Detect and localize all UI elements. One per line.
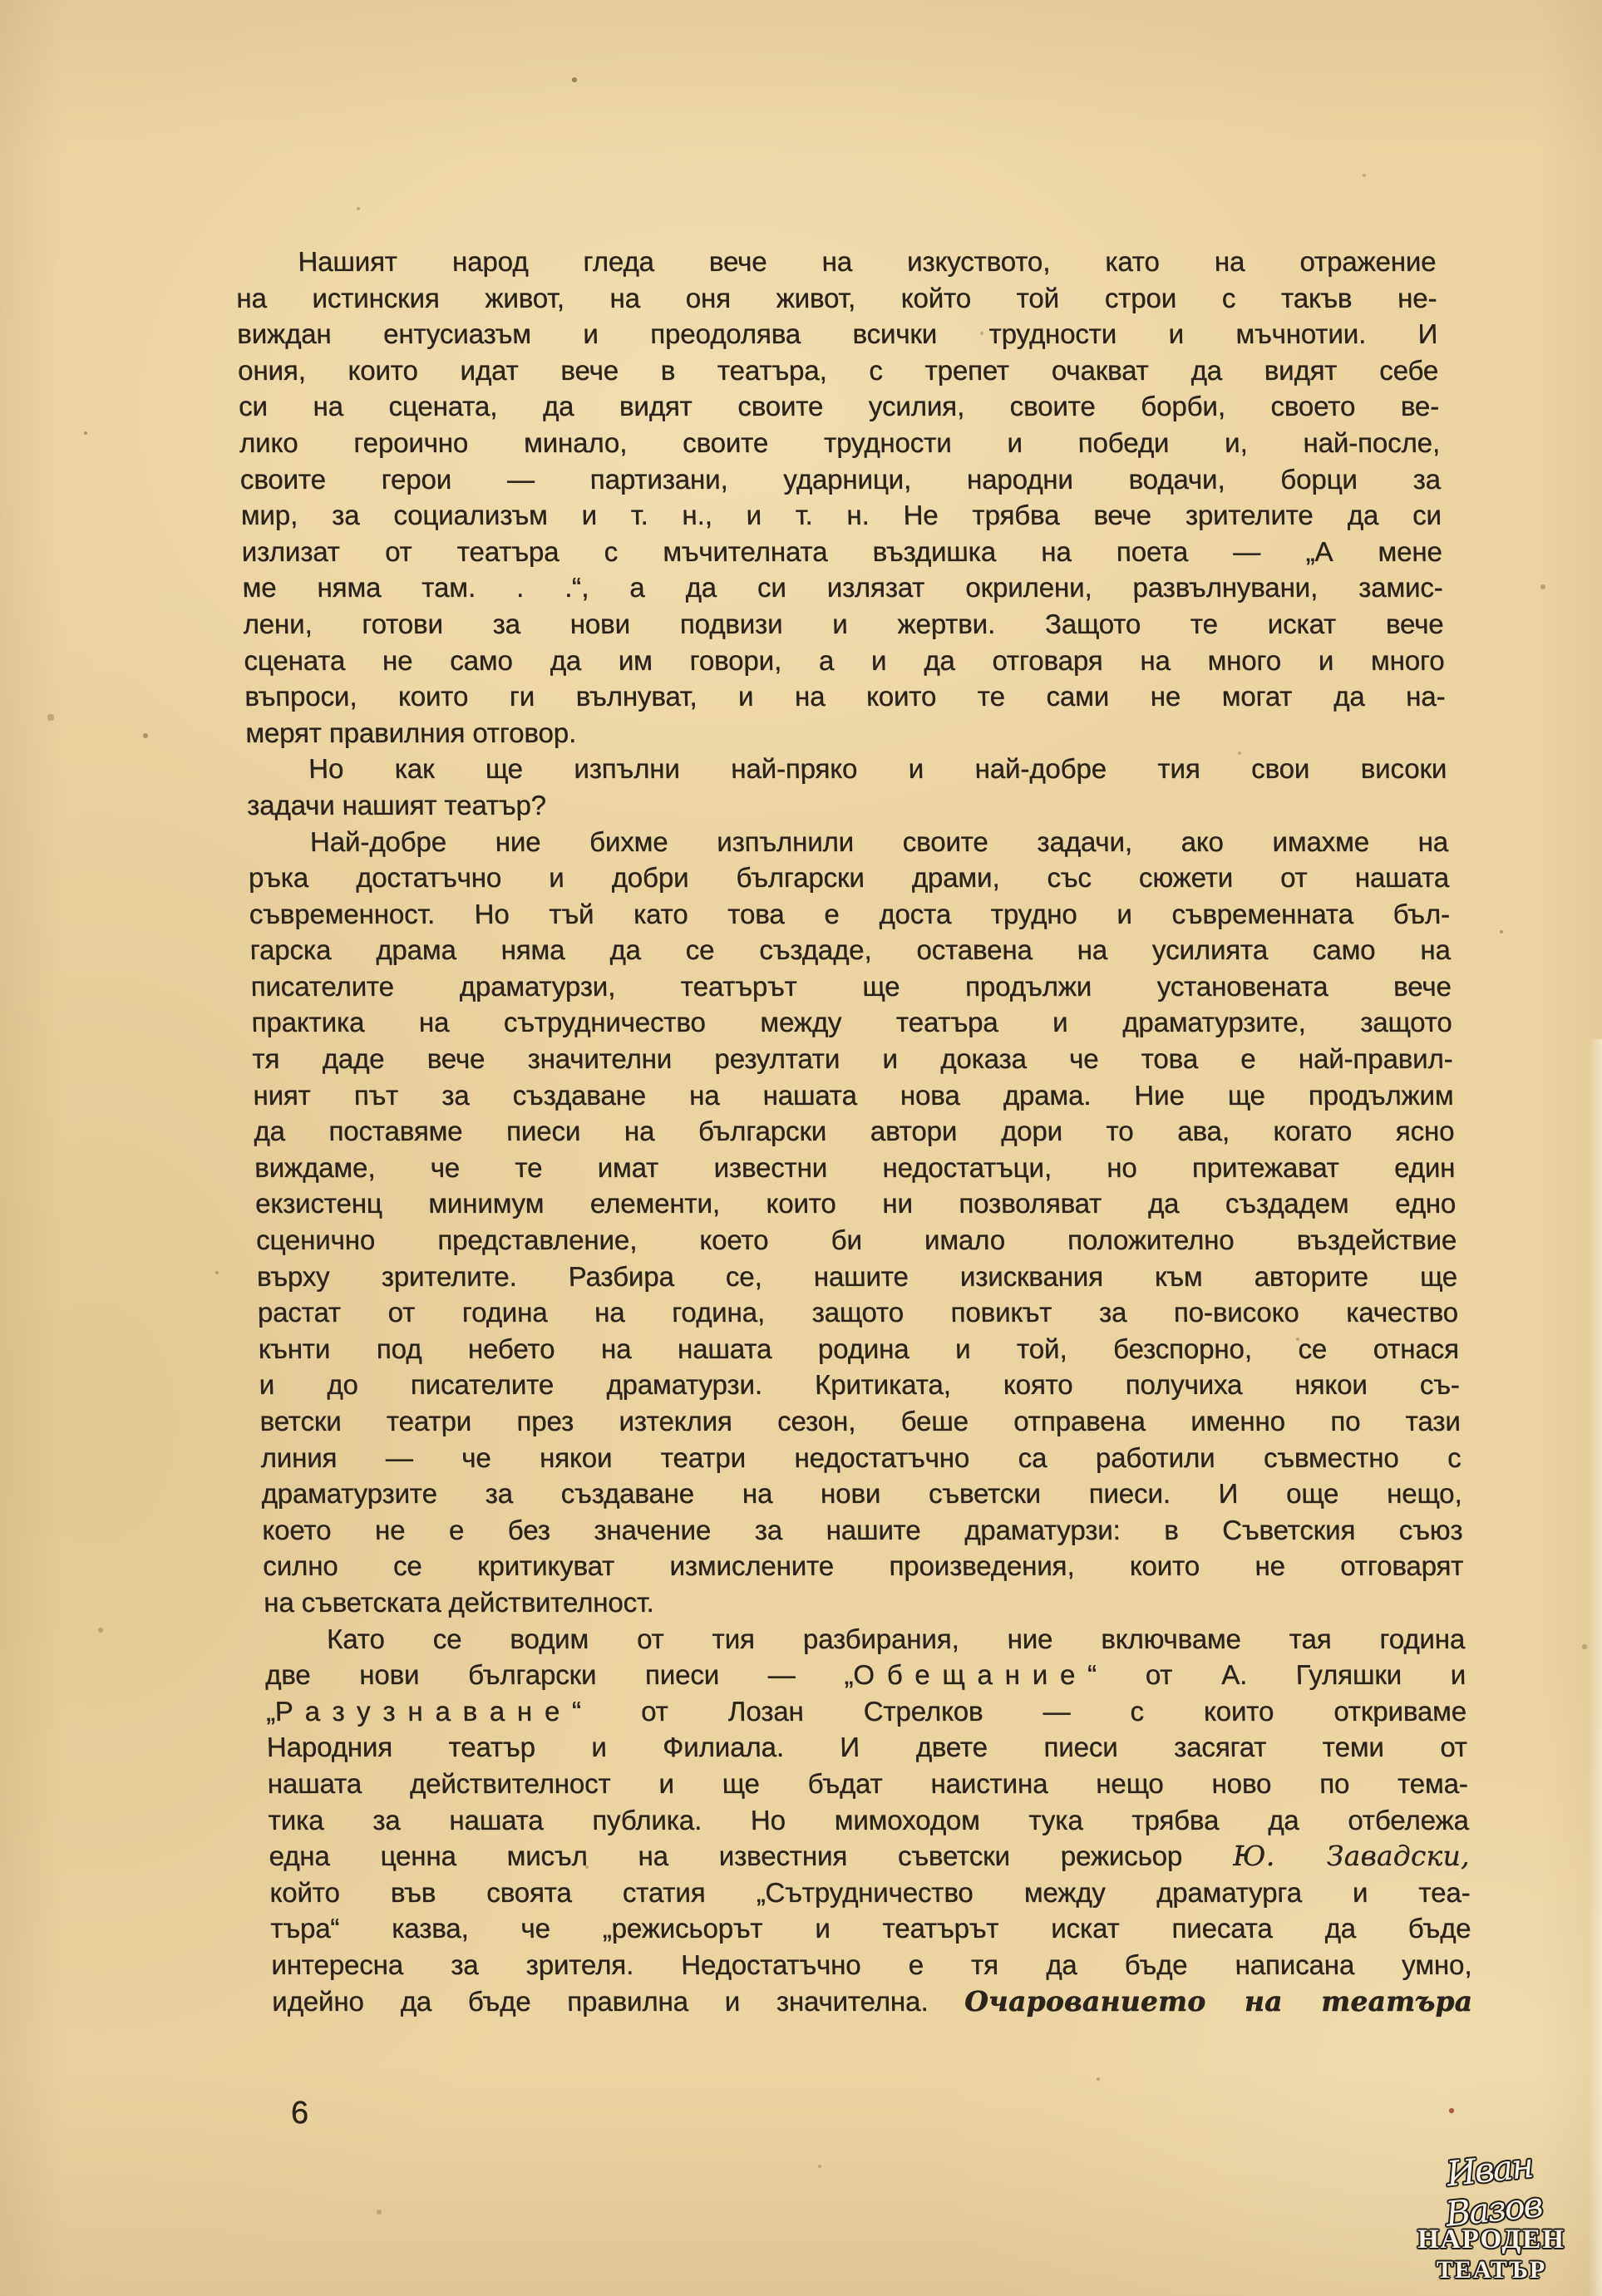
text-line <box>239 461 1441 498</box>
text-segment: идейно да бъде правилна и значителна. <box>271 1985 965 2017</box>
text-segment: съвременност. Но тъй като това е доста трудно и съвременната бъл- <box>249 898 1451 929</box>
text-segment: своите герои — партизани, ударници, народни водачи, борци за <box>239 463 1442 495</box>
text-line <box>264 1584 1465 1621</box>
text-line <box>235 244 1437 280</box>
text-line <box>266 1693 1467 1730</box>
page-edge <box>1589 1039 1602 2296</box>
text-segment: растат от година на година, защото повикът за по-високо качество <box>257 1297 1459 1328</box>
text-line <box>239 388 1440 425</box>
text-line <box>240 497 1442 534</box>
text-line <box>244 678 1446 715</box>
text-line <box>260 1440 1462 1476</box>
text-segment: и до писателите драматурзи. Критиката, която получиха някои съ- <box>259 1369 1461 1401</box>
text-line <box>253 1077 1454 1114</box>
text-segment: драматурзите за създаване на нови съветски пиеси. И още нещо, <box>261 1478 1462 1510</box>
text-segment: на съветската действителност. <box>263 1586 654 1618</box>
text-segment: Но как ще изпълни най-пряко и най-добре тия свои високи <box>308 753 1447 785</box>
text-line <box>254 1113 1455 1150</box>
body-text <box>235 244 1473 2019</box>
text-line <box>265 1657 1466 1693</box>
text-line <box>239 425 1441 461</box>
text-segment: сцената не само да им говори, а и да отговаря на много и много <box>244 644 1445 676</box>
text-segment: Ю. Завадски, <box>1232 1840 1471 1873</box>
text-line <box>248 824 1449 860</box>
text-segment: две нови български пиеси — „ <box>264 1659 854 1691</box>
text-segment: да поставяме пиеси на български автори дори то ава, когато ясно <box>253 1116 1455 1147</box>
text-line <box>246 751 1447 787</box>
text-line <box>251 1004 1452 1041</box>
text-segment: Разузнаване <box>274 1695 573 1727</box>
text-line <box>259 1367 1460 1403</box>
text-line <box>249 932 1451 968</box>
theater-stamp <box>1408 2145 1575 2284</box>
text-segment: силно се критикуват измислените произведения, които не отговарят <box>262 1550 1464 1582</box>
text-segment: което не е без значение за нашите драматурзи: в Съветския съюз <box>262 1514 1463 1545</box>
text-segment: който във своята статия „Сътрудничество между драматурга и теа- <box>269 1876 1471 1908</box>
text-segment: търа“ казва, че „режисьорът и театърът искат пиесата да бъде <box>270 1913 1471 1944</box>
text-segment: ръка достатъчно и добри български драми, със сюжети от нашата <box>248 862 1450 894</box>
text-segment: “ от А. Гуляшки и <box>1087 1659 1466 1691</box>
text-segment: интересна за зрителя. Недостатъчно е тя да бъде написана умно, <box>270 1949 1472 1980</box>
text-segment: Народния театър и Филиала. И двете пиеси засягат теми от <box>266 1732 1468 1763</box>
text-line <box>268 1802 1469 1839</box>
text-line <box>238 352 1439 389</box>
text-segment: тика за нашата публика. Но мимоходом тука трябва да отбележа <box>268 1804 1470 1835</box>
text-line <box>255 1185 1457 1222</box>
text-segment: практика на сътрудничество между театъра и драматурзите, защото <box>251 1007 1453 1038</box>
text-line <box>236 280 1437 317</box>
text-segment: върху зрителите. Разбира се, нашите изисквания към авторите ще <box>256 1260 1458 1292</box>
text-line <box>242 569 1443 606</box>
text-segment: линия — че някои театри недостатъчно са работили съвместно с <box>260 1441 1462 1473</box>
text-segment: мир, за социализъм и т. н., и т. н. Не трябва вече зрителите да си <box>240 500 1442 531</box>
text-segment: Най-добре ние бихме изпълнили своите задачи, ако имахме на <box>309 825 1449 857</box>
text-line <box>261 1476 1462 1512</box>
text-line <box>245 715 1447 751</box>
text-segment: излизат от театъра с мъчителната въздишка на поета — „А мене <box>241 535 1443 567</box>
text-segment: ветски театри през изтеклия сезон, беше отправена именно по тази <box>259 1406 1462 1436</box>
text-line <box>263 1548 1464 1584</box>
text-segment: Обещание <box>852 1659 1088 1691</box>
text-line <box>259 1403 1461 1440</box>
text-line <box>266 1729 1467 1766</box>
text-line <box>256 1222 1457 1259</box>
text-segment: си на сцената, да видят своите усилия, своите борби, своето ве- <box>238 391 1440 422</box>
text-line <box>254 1150 1456 1186</box>
text-line <box>241 534 1442 570</box>
text-line <box>257 1294 1458 1331</box>
stamp-text-teatar: ТЕАТЪР <box>1436 2256 1547 2284</box>
paper-speckles <box>0 0 2 2</box>
text-line <box>247 787 1448 824</box>
text-line <box>258 1331 1459 1367</box>
text-segment: въпроси, които ги вълнуват, и на които те сами не могат да на- <box>244 681 1446 712</box>
text-segment: Като се водим от тия разбирания, ние включваме тая година <box>326 1623 1466 1654</box>
text-segment: мерят правилния отговор. <box>244 717 577 748</box>
text-segment: ме няма там. . .“, а да си излязат окрилени, развълнувани, замис- <box>242 572 1444 604</box>
text-line <box>257 1259 1458 1295</box>
text-line <box>269 1838 1470 1875</box>
text-segment: „ <box>265 1695 276 1727</box>
text-segment: ония, които идат вече в театъра, с трепет очакват да видят себе <box>237 354 1439 386</box>
text-segment: виждан ентусиазъм и преодолява всички трудности и мъчнотии. И <box>236 318 1438 350</box>
text-line <box>252 1041 1453 1077</box>
text-line <box>270 1910 1471 1947</box>
text-segment: “ от Лозан Стрелков — с които откриваме <box>571 1695 1467 1727</box>
text-segment: тя даде вече значителни резултати и доказа че това е най-правил- <box>252 1043 1453 1075</box>
text-line <box>244 643 1445 679</box>
text-line <box>237 316 1438 352</box>
text-line <box>262 1512 1463 1549</box>
signature-ivan-vazov: Иван Вазов <box>1443 2145 1544 2234</box>
text-segment: писателите драматурзи, театърът ще продължи установената вече <box>250 970 1452 1002</box>
text-segment: виждаме, че те имат известни недостатъци, но притежават един <box>254 1151 1456 1183</box>
text-line <box>269 1875 1471 1911</box>
text-line <box>272 1983 1473 2020</box>
text-segment: задачи нашият театър? <box>246 789 547 820</box>
page-number: 6 <box>291 2096 309 2131</box>
text-segment: на истинския живот, на оня живот, който той строи с такъв не- <box>235 282 1437 313</box>
text-segment: Нашият народ гледа вече на изкуството, като на отражение <box>298 246 1437 277</box>
text-line <box>249 860 1450 896</box>
text-segment: една ценна мисъл на известния съветски режисьор <box>269 1840 1234 1872</box>
text-segment: ният път за създаване на нашата нова драма. Ние ще продължим <box>253 1079 1454 1111</box>
text-segment: сценично представление, което би имало положително въздействие <box>255 1224 1457 1256</box>
text-line <box>249 896 1450 933</box>
text-line <box>267 1766 1468 1802</box>
text-line <box>250 968 1452 1005</box>
text-segment: Очарованието на театъра <box>964 1984 1473 2018</box>
text-segment: гарска драма няма да се създаде, оставена на усилията само на <box>249 934 1452 966</box>
text-segment: екзистенц минимум елементи, които ни позволяват да създадем едно <box>254 1188 1457 1219</box>
text-segment: лико героично минало, своите трудности и победи и, най-после, <box>239 426 1441 458</box>
text-segment: кънти под небето на нашата родина и той, безспорно, се отнася <box>258 1333 1460 1364</box>
text-line <box>271 1947 1472 1983</box>
text-segment: нашата действителност и ще бъдат наистина нещо ново по тема- <box>267 1767 1469 1799</box>
stamp-text-naroden: НАРОДЕН <box>1417 2225 1565 2254</box>
text-segment: лени, готови за нови подвизи и жертви. Защото те искат вече <box>243 608 1444 639</box>
text-line <box>243 606 1444 643</box>
text-line <box>264 1621 1466 1658</box>
